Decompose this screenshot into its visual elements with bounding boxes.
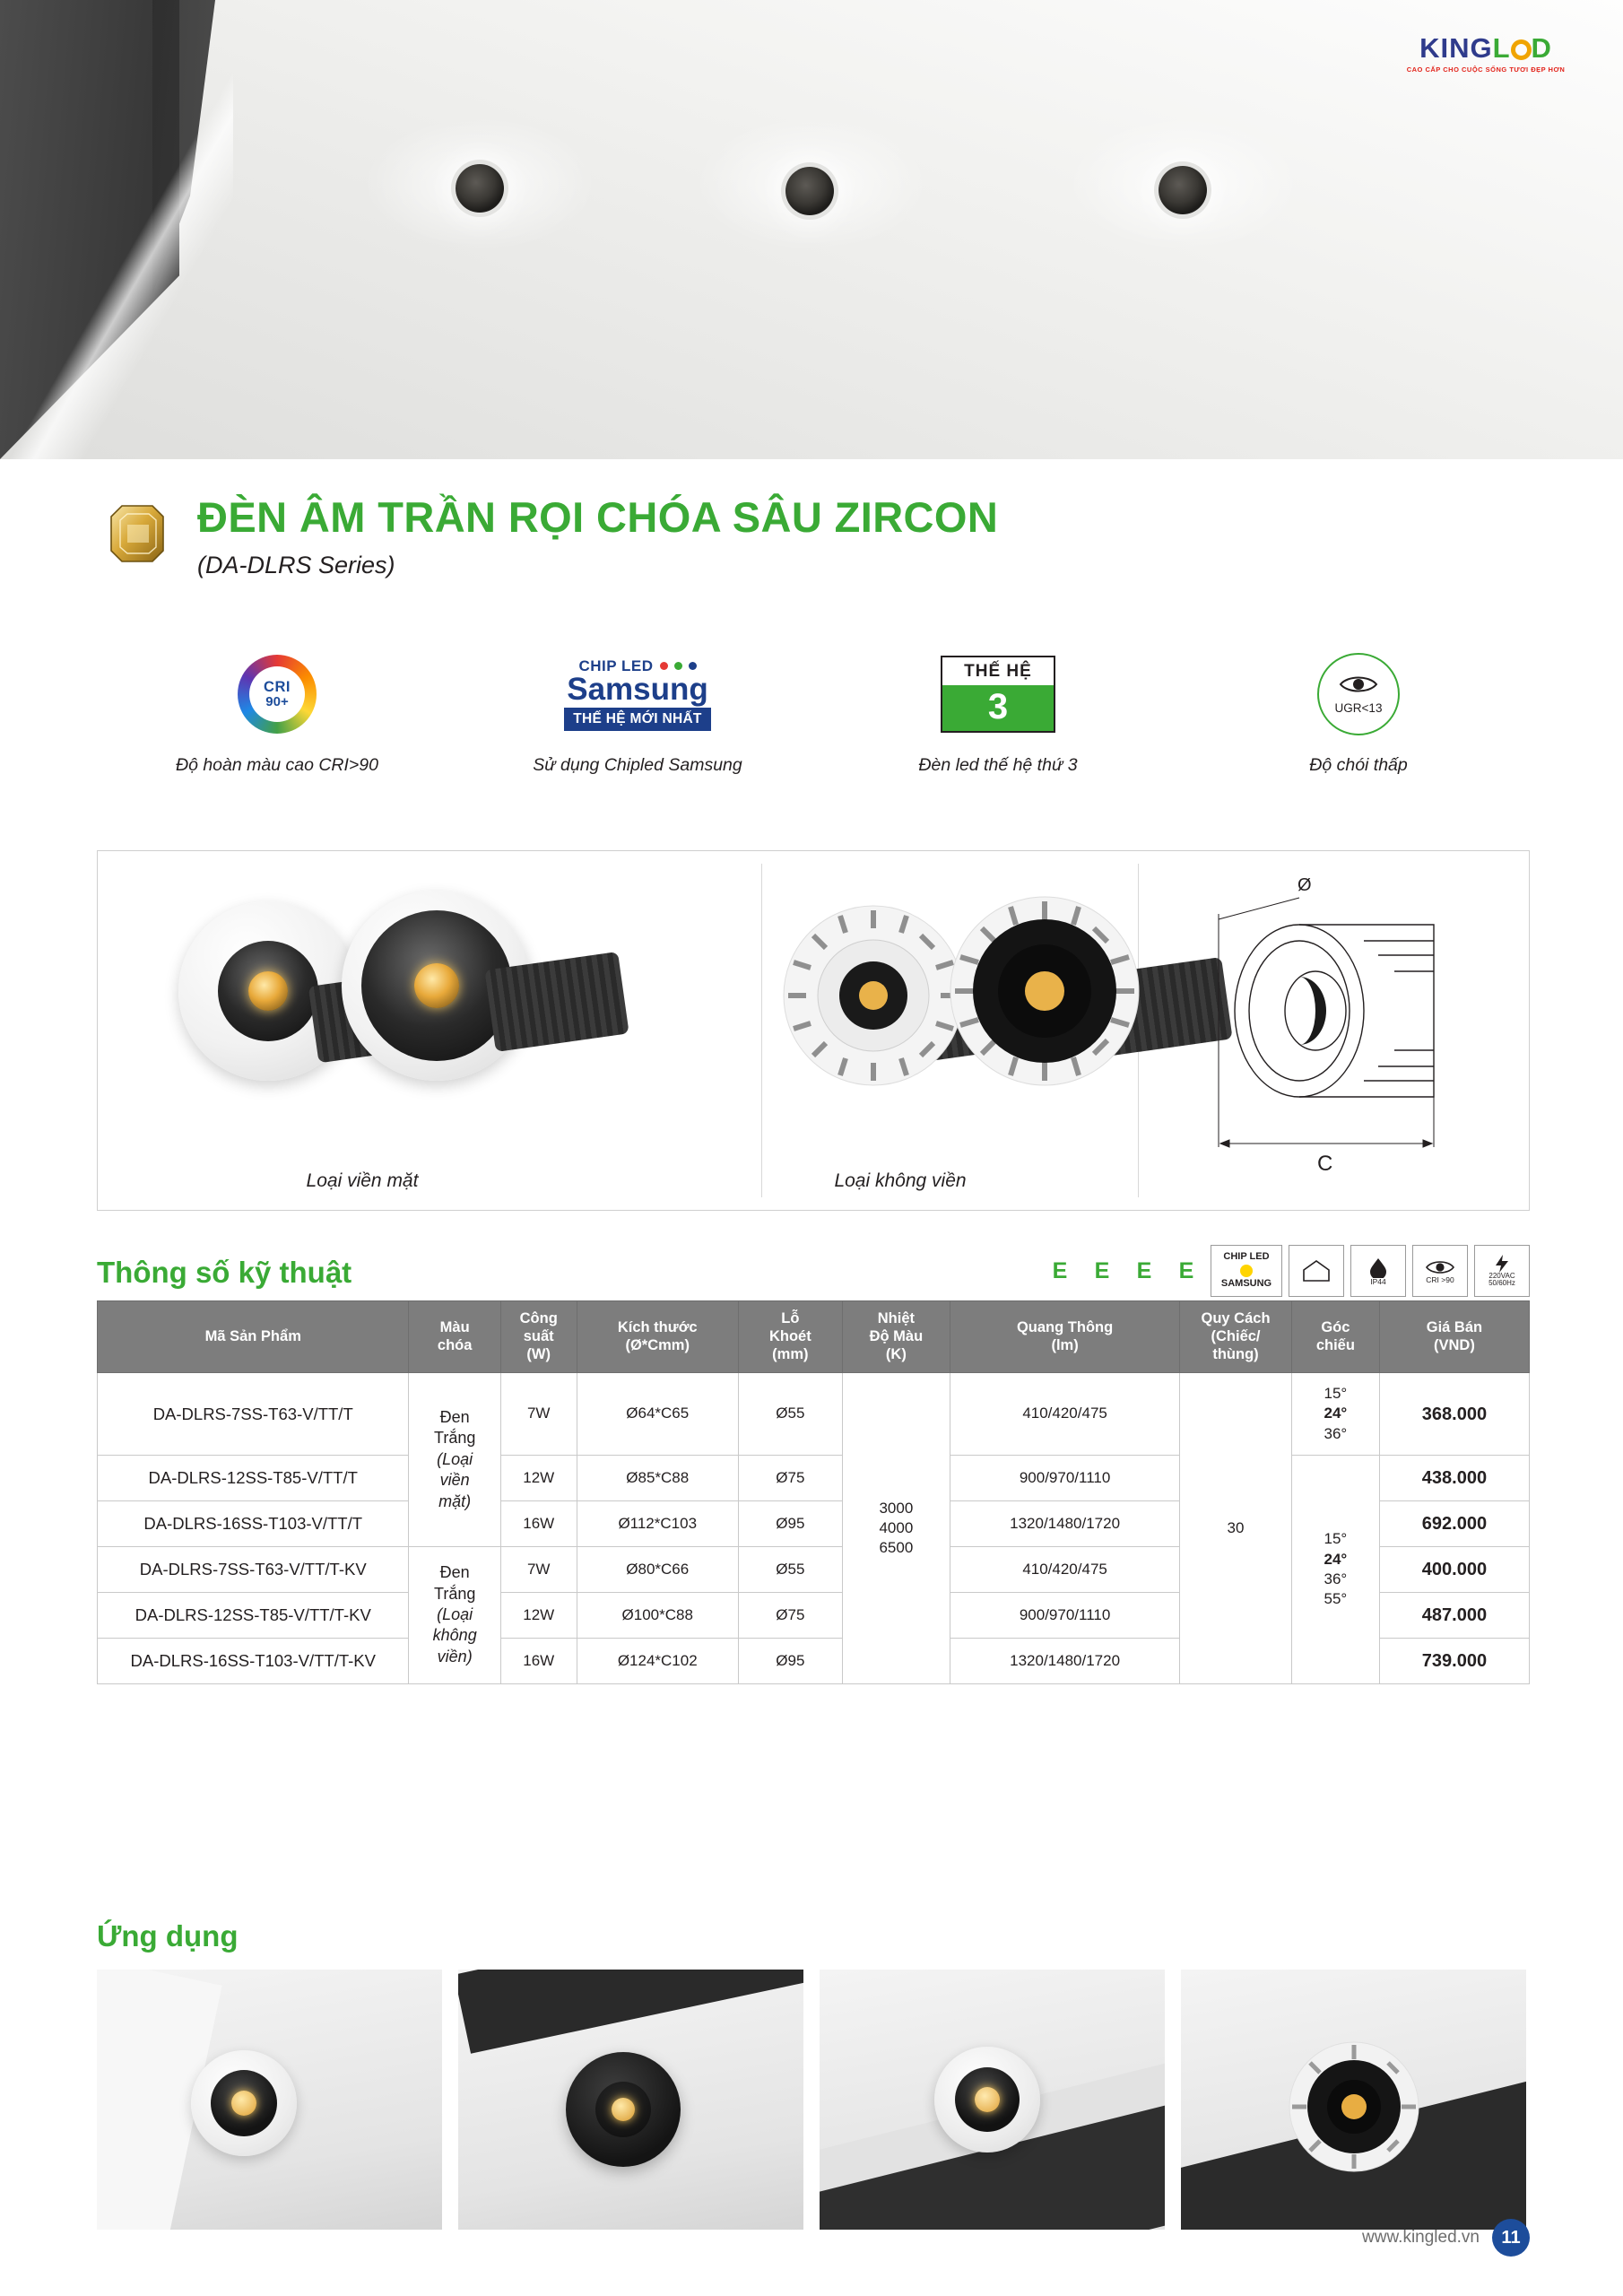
angle-4: 55° bbox=[1324, 1589, 1348, 1607]
logo-tagline: CAO CẤP CHO CUỘC SỐNG TƯƠI ĐẸP HƠN bbox=[1406, 65, 1566, 74]
color-l1: Đen bbox=[439, 1408, 470, 1427]
cri-label-small: CRI >90 bbox=[1426, 1274, 1454, 1284]
hero-image bbox=[0, 0, 1623, 459]
th-cct-l3: (K) bbox=[885, 1345, 907, 1362]
technical-drawing bbox=[1165, 878, 1515, 1174]
th-packing bbox=[1180, 1301, 1292, 1373]
application-photo-2 bbox=[458, 1970, 803, 2230]
th-hole-l2: Khoét bbox=[768, 1327, 812, 1344]
table-row bbox=[98, 1373, 1530, 1455]
cell-lumen: 410/420/475 bbox=[950, 1546, 1180, 1592]
color-l1: Đen bbox=[439, 1563, 470, 1582]
color-l2: Trắng bbox=[434, 1584, 476, 1603]
eye-icon bbox=[1339, 674, 1378, 700]
th-cct bbox=[842, 1301, 950, 1373]
cell-hole: Ø95 bbox=[738, 1638, 842, 1683]
th-lumen bbox=[950, 1301, 1180, 1373]
th-lumen-l2: (lm) bbox=[1051, 1336, 1079, 1353]
downlight-front-ring bbox=[191, 2050, 297, 2156]
product-photo-panel bbox=[97, 850, 1530, 1211]
table-header bbox=[98, 1301, 1530, 1373]
ceiling-edge-highlight bbox=[0, 0, 233, 459]
downlight-black-trim bbox=[342, 891, 532, 1081]
th-size bbox=[577, 1301, 738, 1373]
th-packing-l2: (Chiếc/ bbox=[1211, 1327, 1261, 1344]
cell-lumen: 1320/1480/1720 bbox=[950, 1638, 1180, 1683]
gen3-value: 3 bbox=[942, 685, 1054, 731]
leaf-label: E bbox=[1052, 1257, 1068, 1283]
page-number: 11 bbox=[1492, 2219, 1530, 2257]
samsung-chip-small-icon bbox=[1211, 1245, 1282, 1297]
th-hole-l3: (mm) bbox=[772, 1345, 809, 1362]
recessed-downlight bbox=[456, 164, 504, 213]
chip-line2: SAMSUNG bbox=[1220, 1278, 1272, 1289]
samsung-badge bbox=[564, 657, 710, 732]
feature-samsung bbox=[457, 644, 818, 776]
generation-3-icon bbox=[818, 644, 1178, 744]
trimless-spring-ring bbox=[781, 903, 966, 1088]
cell-power: 7W bbox=[500, 1373, 577, 1455]
energy-leaf-icon bbox=[1084, 1245, 1120, 1297]
cell-lumen: 900/970/1110 bbox=[950, 1455, 1180, 1500]
feature-caption: Độ chói thấp bbox=[1309, 755, 1408, 775]
reflector-cone bbox=[218, 941, 318, 1041]
photo-caption-right: Loại không viền bbox=[834, 1170, 967, 1191]
indoor-use-icon bbox=[1289, 1245, 1344, 1297]
table-row bbox=[98, 1455, 1530, 1500]
feature-generation bbox=[818, 644, 1178, 776]
cell-price: 368.000 bbox=[1379, 1373, 1529, 1455]
cell-price: 739.000 bbox=[1379, 1638, 1529, 1683]
cct-l2: 4000 bbox=[879, 1518, 914, 1536]
th-price-l1: Giá Bán bbox=[1426, 1318, 1483, 1335]
color-l3: (Loại bbox=[437, 1449, 473, 1468]
th-price-l2: (VND) bbox=[1434, 1336, 1475, 1353]
th-packing-l3: thùng) bbox=[1212, 1345, 1259, 1362]
angle-3: 36° bbox=[1324, 1570, 1348, 1587]
cct-l3: 6500 bbox=[879, 1539, 914, 1557]
dot-blue-icon bbox=[689, 662, 697, 670]
led-lens bbox=[612, 2098, 635, 2121]
color-l2: Trắng bbox=[434, 1429, 476, 1448]
recessed-downlight bbox=[1159, 166, 1207, 214]
th-color bbox=[409, 1301, 500, 1373]
cell-product-code: DA-DLRS-16SS-T103-V/TT/T-KV bbox=[98, 1638, 409, 1683]
energy-leaf-icon bbox=[1168, 1245, 1204, 1297]
ugr-badge bbox=[1317, 653, 1400, 735]
cell-hole: Ø55 bbox=[738, 1373, 842, 1455]
leaf-label: E bbox=[1136, 1257, 1152, 1283]
cri-badge-icon bbox=[97, 644, 457, 744]
cell-power: 12W bbox=[500, 1592, 577, 1638]
cell-power: 12W bbox=[500, 1455, 577, 1500]
product-title-row bbox=[97, 491, 1532, 579]
feature-glare bbox=[1178, 644, 1539, 776]
specification-table bbox=[97, 1300, 1530, 1684]
kingled-logo bbox=[1401, 34, 1571, 74]
th-packing-l1: Quy Cách bbox=[1201, 1310, 1271, 1326]
samsung-wordmark: Samsung bbox=[567, 671, 708, 707]
th-color-l2: chóa bbox=[437, 1336, 473, 1353]
application-gallery bbox=[97, 1970, 1532, 2230]
th-hole-l1: Lỗ bbox=[781, 1310, 800, 1326]
th-product-code: Mã Sản Phẩm bbox=[98, 1301, 409, 1373]
angle-1: 15° bbox=[1324, 1385, 1348, 1403]
cell-price: 400.000 bbox=[1379, 1546, 1529, 1592]
gem-icon bbox=[97, 497, 174, 574]
cell-size: Ø112*C103 bbox=[577, 1500, 738, 1546]
dot-red-icon bbox=[660, 662, 668, 670]
heatsink-body bbox=[484, 952, 629, 1052]
th-angle-l1: Góc bbox=[1321, 1318, 1350, 1335]
gen3-badge bbox=[941, 656, 1055, 733]
cell-product-code: DA-DLRS-16SS-T103-V/TT/T bbox=[98, 1500, 409, 1546]
cri-inner bbox=[249, 666, 305, 722]
cell-packing: 30 bbox=[1180, 1373, 1292, 1683]
page-title: ĐÈN ÂM TRẦN RỌI CHÓA SÂU ZIRCON bbox=[197, 493, 999, 541]
cri-value: 90+ bbox=[265, 693, 289, 709]
anti-glare-icon bbox=[1412, 1245, 1468, 1297]
feature-caption: Độ hoàn màu cao CRI>90 bbox=[175, 755, 378, 775]
application-photo-4 bbox=[1181, 1970, 1526, 2230]
cell-angle-group-1 bbox=[1291, 1373, 1379, 1455]
cell-color-group-2 bbox=[409, 1546, 500, 1683]
samsung-chipled-label: CHIP LED bbox=[578, 657, 654, 674]
website-url: www.kingled.vn bbox=[1362, 2228, 1480, 2247]
color-l4: viền bbox=[439, 1471, 470, 1490]
logo-king: KING bbox=[1419, 32, 1493, 64]
chip-line1: CHIP LED bbox=[1223, 1251, 1270, 1263]
cell-hole: Ø55 bbox=[738, 1546, 842, 1592]
trimless-spring-ring bbox=[948, 894, 1141, 1088]
table-body bbox=[98, 1373, 1530, 1683]
bulb-dot-icon bbox=[1240, 1265, 1253, 1277]
cell-size: Ø124*C102 bbox=[577, 1638, 738, 1683]
cell-lumen: 1320/1480/1720 bbox=[950, 1500, 1180, 1546]
th-price bbox=[1379, 1301, 1529, 1373]
svg-text:Ø: Ø bbox=[1298, 878, 1312, 895]
title-text-block bbox=[197, 491, 998, 579]
color-l5: viền) bbox=[437, 1647, 473, 1665]
cell-hole: Ø75 bbox=[738, 1592, 842, 1638]
cct-l1: 3000 bbox=[879, 1499, 914, 1517]
cell-product-code: DA-DLRS-12SS-T85-V/TT/T bbox=[98, 1455, 409, 1500]
cell-hole: Ø95 bbox=[738, 1500, 842, 1546]
cell-price: 692.000 bbox=[1379, 1500, 1529, 1546]
panel-divider bbox=[761, 864, 762, 1197]
dot-green-icon bbox=[674, 662, 682, 670]
downlight-trimless-white bbox=[781, 903, 966, 1092]
photo-caption-left: Loại viền mặt bbox=[306, 1170, 419, 1191]
application-photo-3 bbox=[820, 1970, 1165, 2230]
voltage-line1: 220VAC bbox=[1488, 1271, 1515, 1280]
leaf-label: E bbox=[1094, 1257, 1110, 1283]
reflector-cone bbox=[595, 2082, 651, 2137]
cell-angle-group-2 bbox=[1291, 1455, 1379, 1683]
th-hole bbox=[738, 1301, 842, 1373]
downlight-front-ring bbox=[934, 2047, 1040, 2152]
color-l5: mặt) bbox=[438, 1492, 472, 1510]
led-lens bbox=[231, 2091, 256, 2116]
th-beam-angle bbox=[1291, 1301, 1379, 1373]
cell-hole: Ø75 bbox=[738, 1455, 842, 1500]
cell-lumen: 410/420/475 bbox=[950, 1373, 1180, 1455]
angle-1: 15° bbox=[1324, 1530, 1348, 1548]
logo-o-ring-icon bbox=[1511, 39, 1532, 60]
samsung-chip-icon bbox=[457, 644, 818, 744]
svg-text:C: C bbox=[1317, 1152, 1333, 1176]
cell-cct bbox=[842, 1373, 950, 1683]
led-lens bbox=[248, 971, 288, 1011]
ip44-icon bbox=[1350, 1245, 1406, 1297]
feature-badges bbox=[97, 644, 1541, 776]
cell-color-group-1 bbox=[409, 1373, 500, 1546]
angle-2: 24° bbox=[1324, 1550, 1348, 1568]
table-header-row bbox=[98, 1301, 1530, 1373]
spec-icon-strip bbox=[1042, 1245, 1530, 1297]
cell-power: 16W bbox=[500, 1500, 577, 1546]
logo-l: L bbox=[1492, 32, 1511, 64]
reflector-cone bbox=[211, 2070, 277, 2136]
voltage-icon bbox=[1474, 1245, 1530, 1297]
cell-size: Ø80*C66 bbox=[577, 1546, 738, 1592]
downlight-trimless bbox=[1287, 2039, 1421, 2179]
color-l4: không bbox=[432, 1626, 477, 1645]
th-size-l2: (Ø*Cmm) bbox=[625, 1336, 690, 1353]
series-name: (DA-DLRS Series) bbox=[197, 552, 395, 579]
feature-caption: Sử dụng Chipled Samsung bbox=[533, 755, 742, 775]
energy-leaf-icon bbox=[1126, 1245, 1162, 1297]
logo-d: D bbox=[1531, 32, 1552, 64]
th-cct-l2: Độ Màu bbox=[869, 1327, 924, 1344]
color-l3: (Loại bbox=[437, 1605, 473, 1623]
voltage-line2: 50/60Hz bbox=[1488, 1279, 1515, 1287]
energy-leaf-icon bbox=[1042, 1245, 1078, 1297]
ip44-label: IP44 bbox=[1370, 1276, 1386, 1286]
th-color-l1: Màu bbox=[439, 1318, 470, 1335]
th-power-l1: Công bbox=[519, 1310, 558, 1326]
th-power bbox=[500, 1301, 577, 1373]
logo-wordmark bbox=[1401, 34, 1571, 62]
cell-product-code: DA-DLRS-12SS-T85-V/TT/T-KV bbox=[98, 1592, 409, 1638]
downlight-trimless-black bbox=[948, 894, 1141, 1092]
ugr-value: UGR<13 bbox=[1334, 701, 1383, 715]
led-lens bbox=[975, 2087, 1000, 2112]
samsung-latest-gen-tag: THẾ HỆ MỚI NHẤT bbox=[564, 708, 710, 731]
cell-power: 7W bbox=[500, 1546, 577, 1592]
cell-size: Ø100*C88 bbox=[577, 1592, 738, 1638]
cell-size: Ø64*C65 bbox=[577, 1373, 738, 1455]
th-size-l1: Kích thước bbox=[617, 1318, 698, 1335]
leaf-label: E bbox=[1178, 1257, 1194, 1283]
angle-3: 36° bbox=[1324, 1424, 1348, 1442]
feature-caption: Đèn led thế hệ thứ 3 bbox=[918, 755, 1078, 775]
th-cct-l1: Nhiệt bbox=[877, 1310, 915, 1326]
recessed-downlight bbox=[785, 167, 834, 215]
th-power-l2: suất bbox=[523, 1327, 554, 1344]
cell-power: 16W bbox=[500, 1638, 577, 1683]
cri-ring-icon bbox=[238, 655, 317, 734]
application-photo-1 bbox=[97, 1970, 442, 2230]
cri-label: CRI bbox=[264, 679, 291, 696]
application-section-heading: Ứng dụng bbox=[97, 1919, 239, 1952]
page-footer bbox=[1362, 2219, 1530, 2257]
gen3-top-label: THẾ HỆ bbox=[964, 662, 1032, 681]
feature-cri bbox=[97, 644, 457, 776]
spec-section-heading: Thông số kỹ thuật bbox=[97, 1256, 352, 1289]
cell-price: 487.000 bbox=[1379, 1592, 1529, 1638]
angle-2: 24° bbox=[1324, 1405, 1348, 1422]
reflector-cone bbox=[955, 2067, 1020, 2132]
cell-price: 438.000 bbox=[1379, 1455, 1529, 1500]
th-angle-l2: chiếu bbox=[1315, 1336, 1355, 1353]
cell-product-code: DA-DLRS-7SS-T63-V/TT/T-KV bbox=[98, 1546, 409, 1592]
th-power-l3: (W) bbox=[526, 1345, 551, 1362]
led-lens bbox=[414, 963, 459, 1008]
downlight-black-body bbox=[566, 2052, 681, 2167]
downlight-white-trim bbox=[178, 901, 358, 1081]
th-lumen-l1: Quang Thông bbox=[1016, 1318, 1114, 1335]
low-glare-eye-icon bbox=[1178, 644, 1539, 744]
cell-lumen: 900/970/1110 bbox=[950, 1592, 1180, 1638]
cell-size: Ø85*C88 bbox=[577, 1455, 738, 1500]
cell-product-code: DA-DLRS-7SS-T63-V/TT/T bbox=[98, 1373, 409, 1455]
